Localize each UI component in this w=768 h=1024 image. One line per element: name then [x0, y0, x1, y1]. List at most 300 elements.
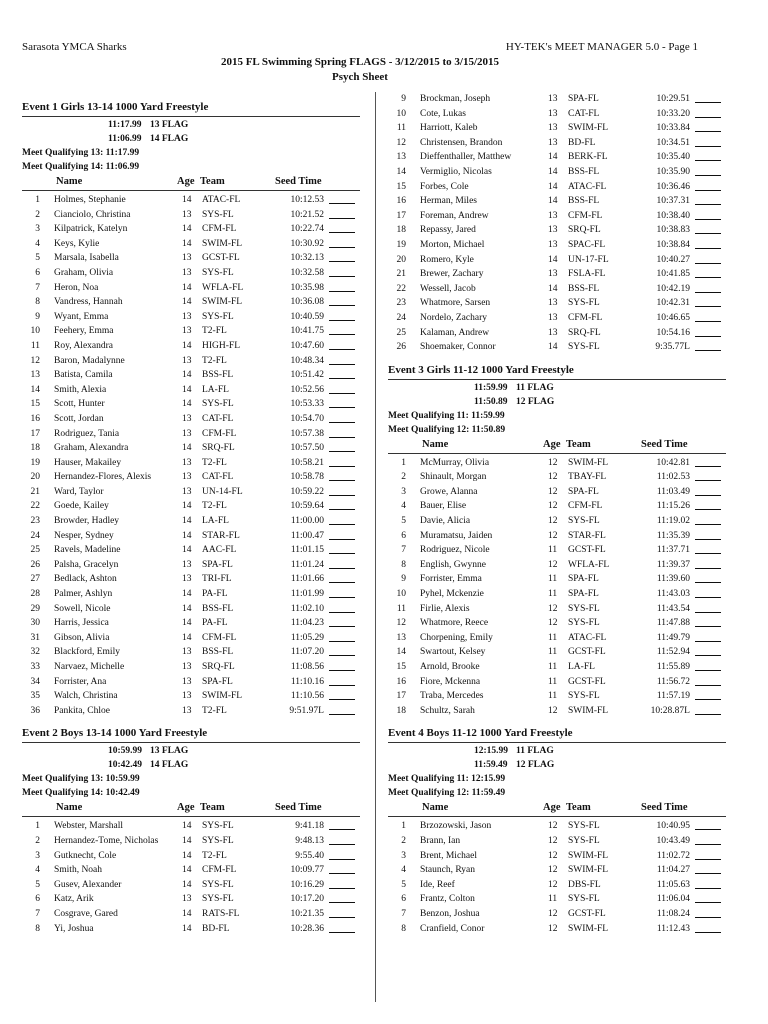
swimmer-age: 14	[182, 297, 192, 308]
team-code: BSS-FL	[568, 166, 600, 177]
event-title: Event 2 Boys 13-14 1000 Yard Freestyle	[22, 727, 208, 740]
result-blank-line	[329, 878, 355, 889]
team-code: GCST-FL	[202, 253, 240, 264]
seed-time: 10:58.78	[290, 472, 324, 483]
swimmer-name: Gibson, Alivia	[54, 632, 110, 643]
team-code: SYS-FL	[202, 879, 234, 890]
team-code: SWIM-FL	[202, 297, 243, 308]
entry-row	[388, 558, 726, 573]
swimmer-name: Dieffenthaller, Matthew	[420, 152, 512, 163]
seed-time: 10:41.75	[290, 326, 324, 337]
time-standard	[22, 758, 360, 772]
swimmer-name: Smith, Alexia	[54, 384, 107, 395]
result-blank-line	[695, 150, 721, 161]
header-team: Team	[566, 802, 591, 814]
swimmer-name: Gusev, Alexander	[54, 879, 122, 890]
swimmer-age: 14	[182, 865, 192, 876]
result-blank-line	[695, 834, 721, 845]
result-blank-line	[329, 310, 355, 321]
swimmer-name: Ward, Taylor	[54, 486, 104, 497]
swimmer-age: 11	[548, 676, 558, 687]
result-blank-line	[329, 266, 355, 277]
entry-row	[388, 602, 726, 617]
seed-time: 11:01.15	[290, 545, 324, 556]
result-blank-line	[695, 194, 721, 205]
swimmer-name: Smith, Noah	[54, 865, 103, 876]
time-standard	[388, 758, 726, 772]
entry-row	[388, 238, 726, 253]
swimmer-name: Yi, Joshua	[54, 923, 94, 934]
seed-time: 10:12.53	[290, 195, 324, 205]
entry-rank: 7	[35, 282, 40, 293]
entry-row	[22, 704, 360, 719]
swimmer-age: 11	[548, 589, 558, 600]
entry-row	[22, 470, 360, 485]
header-team: Team	[566, 438, 591, 450]
swimmer-age: 11	[548, 894, 558, 905]
seed-time: 10:59.22	[290, 486, 324, 497]
result-blank-line	[329, 324, 355, 335]
entry-row	[22, 251, 360, 266]
team-code: SWIM-FL	[568, 457, 609, 468]
team-code: CAT-FL	[202, 472, 234, 483]
meet-qualifying: Meet Qualifying 11: 12:15.99	[388, 774, 506, 785]
entry-row	[388, 470, 726, 485]
swimmer-age: 14	[182, 501, 192, 512]
result-blank-line	[695, 616, 721, 627]
swimmer-age: 13	[182, 676, 192, 687]
swimmer-name: Cranfield, Conor	[420, 923, 485, 934]
entry-rank: 23	[30, 516, 40, 527]
result-blank-line	[329, 237, 355, 248]
entry-rank: 14	[396, 647, 406, 658]
team-code: SYS-FL	[568, 691, 600, 702]
swimmer-age: 12	[548, 457, 558, 468]
team-code: SYS-FL	[568, 821, 600, 832]
team-code: SYS-FL	[568, 298, 600, 309]
swimmer-age: 13	[182, 311, 192, 322]
swimmer-age: 14	[548, 152, 558, 163]
entry-rank: 18	[396, 705, 406, 716]
entry-row	[22, 587, 360, 602]
swimmer-name: Morton, Michael	[420, 239, 485, 250]
swimmer-name: Pyhel, Mckenzie	[420, 589, 484, 600]
swimmer-age: 13	[182, 894, 192, 905]
swimmer-age: 13	[548, 123, 558, 134]
swimmer-name: Brent, Michael	[420, 850, 477, 861]
swimmer-name: Ide, Reef	[420, 879, 455, 890]
result-blank-line	[329, 907, 355, 918]
entry-rank: 1	[35, 821, 40, 832]
swimmer-name: Wyant, Emma	[54, 311, 109, 322]
header-team: Team	[200, 176, 225, 187]
event-title-rule	[388, 379, 726, 380]
seed-time: 10:41.85	[656, 269, 690, 280]
result-blank-line	[695, 645, 721, 656]
seed-time: 10:42.31	[656, 298, 690, 309]
entry-row	[22, 339, 360, 354]
swimmer-age: 14	[182, 384, 192, 395]
team-code: SPA-FL	[202, 559, 233, 570]
entry-rank: 15	[30, 399, 40, 410]
team-code: LA-FL	[202, 516, 229, 527]
team-code: SWIM-FL	[568, 705, 609, 716]
seed-time: 11:02.10	[290, 603, 324, 614]
header-age: Age	[543, 802, 561, 814]
result-blank-line	[329, 616, 355, 627]
swimmer-age: 14	[182, 589, 192, 600]
seed-time: 10:28.87L	[650, 705, 690, 716]
team-code: CFM-FL	[202, 865, 237, 876]
meet-qualifying: Meet Qualifying 13: 10:59.99	[22, 774, 140, 785]
entry-row	[22, 397, 360, 412]
result-blank-line	[695, 907, 721, 918]
seed-time: 10:36.46	[656, 181, 690, 192]
entry-row	[22, 383, 360, 398]
swimmer-name: Traba, Mercedes	[420, 691, 484, 702]
team-code: SRQ-FL	[568, 225, 601, 236]
team-code: T2-FL	[202, 355, 227, 366]
team-code: WFLA-FL	[568, 559, 610, 570]
entry-rank: 5	[401, 879, 406, 890]
result-blank-line	[329, 281, 355, 292]
entry-row	[388, 223, 726, 238]
seed-time: 11:10.16	[290, 676, 324, 687]
swimmer-age: 12	[548, 559, 558, 570]
seed-time: 9:51.97L	[289, 705, 324, 716]
swimmer-name: Nesper, Sydney	[54, 530, 114, 541]
standard-label: 14 FLAG	[150, 760, 189, 771]
swimmer-age: 12	[548, 530, 558, 541]
entry-rank: 7	[401, 908, 406, 919]
seed-time: 9:48.13	[295, 835, 324, 846]
team-code: SPAC-FL	[568, 239, 606, 250]
header-age: Age	[177, 802, 195, 814]
column-headers	[388, 800, 726, 817]
seed-time: 11:08.24	[656, 908, 690, 919]
entry-row	[22, 558, 360, 573]
result-blank-line	[329, 427, 355, 438]
team-code: AAC-FL	[202, 545, 237, 556]
entry-rank: 33	[30, 662, 40, 672]
team-code: CFM-FL	[202, 428, 237, 439]
result-blank-line	[329, 892, 355, 903]
entry-rank: 7	[35, 908, 40, 919]
team-code: SYS-FL	[568, 342, 600, 353]
result-blank-line	[695, 209, 721, 220]
team-name: Sarasota YMCA Sharks	[22, 41, 127, 53]
seed-time: 11:55.89	[656, 662, 690, 672]
result-blank-line	[695, 107, 721, 118]
entry-rank: 16	[396, 676, 406, 687]
swimmer-name: Forbes, Cole	[420, 181, 469, 192]
team-code: LA-FL	[202, 384, 229, 395]
time-standard	[388, 744, 726, 758]
swimmer-age: 13	[182, 355, 192, 366]
team-code: CAT-FL	[202, 413, 234, 424]
swimmer-age: 13	[182, 691, 192, 702]
entry-rank: 15	[396, 181, 406, 192]
result-blank-line	[695, 631, 721, 642]
entry-row	[22, 660, 360, 675]
team-code: BD-FL	[202, 923, 230, 934]
swimmer-age: 13	[548, 312, 558, 323]
swimmer-age: 13	[548, 137, 558, 148]
entry-row	[388, 675, 726, 690]
seed-time: 10:54.16	[656, 327, 690, 338]
swimmer-age: 12	[548, 501, 558, 512]
entry-row	[22, 834, 360, 849]
team-code: T2-FL	[202, 326, 227, 337]
entry-row	[22, 441, 360, 456]
entry-rank: 4	[401, 501, 406, 512]
swimmer-age: 12	[548, 850, 558, 861]
event-title: Event 3 Girls 11-12 1000 Yard Freestyle	[388, 363, 574, 376]
team-code: SPA-FL	[202, 676, 233, 687]
seed-time: 10:17.20	[290, 894, 324, 905]
seed-time: 11:19.02	[656, 516, 690, 527]
seed-time: 10:42.81	[656, 457, 690, 468]
event-block	[388, 92, 726, 355]
team-code: SPA-FL	[568, 574, 599, 585]
team-code: TRI-FL	[202, 574, 232, 585]
entry-rank: 1	[35, 195, 40, 205]
team-code: TBAY-FL	[568, 472, 607, 483]
result-blank-line	[695, 485, 721, 496]
entry-rank: 31	[30, 632, 40, 643]
event-title-rule	[22, 116, 360, 117]
swimmer-name: Davie, Alicia	[420, 516, 471, 527]
time-standard	[388, 381, 726, 395]
entry-rank: 10	[396, 589, 406, 600]
entry-rank: 2	[401, 472, 406, 483]
entry-row	[388, 645, 726, 660]
entry-rank: 8	[401, 923, 406, 934]
entry-rank: 6	[401, 894, 406, 905]
entry-row	[388, 267, 726, 282]
swimmer-age: 12	[548, 835, 558, 846]
seed-time: 10:52.56	[290, 384, 324, 395]
entry-row	[22, 572, 360, 587]
team-code: GCST-FL	[568, 676, 606, 687]
entry-rank: 9	[35, 311, 40, 322]
entry-row	[388, 150, 726, 165]
swimmer-age: 13	[548, 298, 558, 309]
standard-label: 12 FLAG	[516, 396, 555, 407]
swimmer-name: Whatmore, Reece	[420, 618, 489, 629]
event-block	[388, 724, 726, 936]
result-blank-line	[695, 514, 721, 525]
seed-time: 10:40.59	[290, 311, 324, 322]
team-code: SWIM-FL	[568, 850, 609, 861]
result-blank-line	[695, 849, 721, 860]
result-blank-line	[329, 819, 355, 830]
team-code: SYS-FL	[568, 835, 600, 846]
team-code: T2-FL	[202, 457, 227, 468]
standard-time: 12:15.99	[474, 746, 509, 757]
swimmer-age: 13	[182, 209, 192, 220]
result-blank-line	[695, 92, 721, 103]
result-blank-line	[329, 689, 355, 700]
seed-time: 11:57.19	[656, 691, 690, 702]
standard-time: 10:59.99	[108, 746, 143, 757]
entry-rank: 8	[401, 559, 406, 570]
seed-time: 10:36.08	[290, 297, 324, 308]
swimmer-age: 14	[182, 821, 192, 832]
swimmer-age: 14	[182, 835, 192, 846]
seed-time: 9:55.40	[295, 850, 324, 861]
swimmer-name: Brockman, Joseph	[420, 94, 491, 104]
result-blank-line	[329, 587, 355, 598]
seed-time: 11:07.20	[290, 647, 324, 658]
swimmer-name: Foreman, Andrew	[420, 210, 489, 221]
swimmer-name: Cianciolo, Christina	[54, 209, 131, 220]
result-blank-line	[329, 295, 355, 306]
swimmer-name: Marsala, Isabella	[54, 253, 119, 264]
entry-rank: 13	[396, 152, 406, 163]
entry-rank: 20	[396, 254, 406, 265]
seed-time: 10:22.74	[290, 224, 324, 235]
swimmer-name: Blackford, Emily	[54, 647, 120, 658]
entry-row	[388, 121, 726, 136]
swimmer-name: Hernandez-Tome, Nicholas	[54, 835, 159, 846]
swimmer-name: Hauser, Makailey	[54, 457, 122, 468]
entry-rank: 5	[35, 253, 40, 264]
meet-qualifying: Meet Qualifying 12: 11:59.49	[388, 788, 506, 799]
page-header	[22, 40, 698, 86]
seed-time: 11:37.71	[656, 545, 690, 556]
seed-time: 11:10.56	[290, 691, 324, 702]
entry-rank: 2	[35, 835, 40, 846]
swimmer-name: Forrister, Ana	[54, 676, 107, 687]
swimmer-name: Katz, Arik	[54, 894, 94, 905]
entry-rank: 8	[35, 297, 40, 308]
swimmer-name: Staunch, Ryan	[420, 865, 476, 876]
team-code: SPA-FL	[568, 94, 599, 104]
result-blank-line	[695, 863, 721, 874]
swimmer-name: Shinault, Morgan	[420, 472, 487, 483]
result-blank-line	[695, 529, 721, 540]
swimmer-name: Palsha, Gracelyn	[54, 559, 119, 570]
result-blank-line	[695, 689, 721, 700]
entry-rank: 16	[30, 413, 40, 424]
team-code: BSS-FL	[202, 370, 234, 381]
seed-time: 11:49.79	[656, 632, 690, 643]
team-code: CFM-FL	[568, 501, 603, 512]
team-code: SRQ-FL	[568, 327, 601, 338]
seed-time: 10:59.64	[290, 501, 324, 512]
result-blank-line	[695, 165, 721, 176]
entry-rank: 6	[35, 267, 40, 278]
entry-rank: 3	[35, 224, 40, 235]
swimmer-age: 13	[182, 574, 192, 585]
result-blank-line	[329, 383, 355, 394]
entry-rank: 3	[401, 850, 406, 861]
result-blank-line	[329, 456, 355, 467]
result-blank-line	[329, 645, 355, 656]
entry-row	[22, 819, 360, 834]
seed-time: 11:02.72	[656, 850, 690, 861]
swimmer-age: 12	[548, 705, 558, 716]
entry-row	[388, 456, 726, 471]
team-code: CFM-FL	[202, 632, 237, 643]
swimmer-name: Holmes, Stephanie	[54, 195, 126, 205]
swimmer-name: Heron, Noa	[54, 282, 99, 293]
result-blank-line	[329, 558, 355, 569]
header-seed-time: Seed Time	[275, 176, 322, 187]
seed-time: 11:47.88	[656, 618, 690, 629]
swimmer-age: 14	[182, 632, 192, 643]
seed-time: 10:35.90	[656, 166, 690, 177]
entry-row	[22, 456, 360, 471]
seed-time: 10:21.52	[290, 209, 324, 220]
result-blank-line	[329, 368, 355, 379]
swimmer-age: 14	[182, 282, 192, 293]
entry-rank: 1	[401, 821, 406, 832]
entry-rank: 10	[396, 108, 406, 119]
team-code: WFLA-FL	[202, 282, 244, 293]
meet-qualifying: Meet Qualifying 14: 10:42.49	[22, 788, 140, 799]
swimmer-age: 11	[548, 662, 558, 672]
entry-rank: 17	[396, 691, 406, 702]
swimmer-age: 14	[548, 196, 558, 207]
team-code: BSS-FL	[202, 647, 234, 658]
seed-time: 10:38.40	[656, 210, 690, 221]
swimmer-name: Roy, Alexandra	[54, 340, 114, 351]
seed-time: 11:02.53	[656, 472, 690, 483]
seed-time: 10:58.21	[290, 457, 324, 468]
swimmer-age: 14	[182, 238, 192, 249]
team-code: SYS-FL	[202, 821, 234, 832]
header-name: Name	[56, 176, 83, 187]
entry-row	[22, 529, 360, 544]
swimmer-name: Harris, Jessica	[54, 618, 109, 629]
swimmer-name: English, Gwynne	[420, 559, 486, 570]
seed-time: 10:09.77	[290, 865, 324, 876]
software-page-label: HY-TEK's MEET MANAGER 5.0 - Page 1	[505, 41, 698, 53]
entry-row	[22, 354, 360, 369]
entry-rank: 14	[30, 384, 40, 395]
swimmer-name: Swartout, Kelsey	[420, 647, 486, 658]
result-blank-line	[329, 514, 355, 525]
swimmer-name: Sowell, Nicole	[54, 603, 111, 614]
entry-rank: 18	[30, 443, 40, 454]
entry-rank: 4	[35, 238, 40, 249]
swimmer-age: 13	[182, 457, 192, 468]
seed-time: 10:38.83	[656, 225, 690, 236]
time-standard	[388, 395, 726, 409]
team-code: SYS-FL	[568, 894, 600, 905]
swimmer-name: Fiore, Mckenna	[420, 676, 481, 687]
seed-time: 11:35.39	[656, 530, 690, 541]
seed-time: 10:46.65	[656, 312, 690, 323]
entry-rank: 3	[35, 850, 40, 861]
swimmer-name: Rodriguez, Tania	[54, 428, 120, 439]
swimmer-age: 12	[548, 603, 558, 614]
entry-rank: 28	[30, 589, 40, 600]
team-code: SPA-FL	[568, 486, 599, 497]
swimmer-age: 14	[182, 908, 192, 919]
seed-time: 11:03.49	[656, 486, 690, 497]
team-code: CFM-FL	[568, 210, 603, 221]
result-blank-line	[695, 238, 721, 249]
swimmer-age: 11	[548, 632, 558, 643]
seed-time: 10:42.19	[656, 283, 690, 294]
time-standard	[22, 132, 360, 146]
result-blank-line	[695, 499, 721, 510]
swimmer-age: 13	[182, 428, 192, 439]
swimmer-age: 12	[548, 618, 558, 629]
